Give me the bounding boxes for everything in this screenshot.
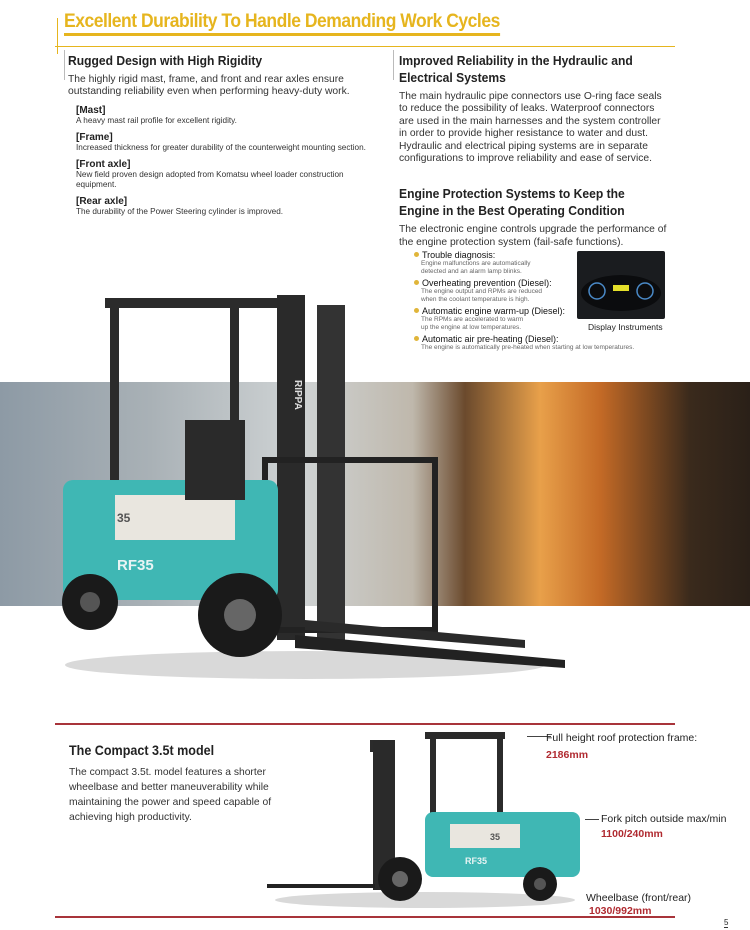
reliability-section — [399, 52, 669, 249]
page-title: Excellent Durability To Handle Demanding Work Cycles — [64, 11, 500, 36]
section-rule — [55, 723, 675, 725]
title-rule — [55, 46, 675, 47]
item-text: Increased thickness for greater durability of the counterweight mounting section. — [76, 142, 366, 152]
brand-text: RIPPA — [292, 380, 303, 410]
divider — [393, 50, 394, 80]
section-heading: Engine Protection Systems to Keep the Engine in the Best Operating Condition — [399, 186, 625, 219]
title-rule-vertical — [57, 18, 58, 54]
spec-label: Fork pitch outside max/min — [601, 813, 727, 825]
model-text: RF35 — [117, 557, 154, 574]
item-text: The durability of the Power Steering cylinder is improved. — [76, 206, 284, 216]
spec-value: 2186mm — [546, 749, 589, 761]
list-item: Automatic engine warm-up (Diesel): — [414, 306, 614, 316]
spec-fork-pitch — [601, 813, 726, 840]
item-label: [Front axle] — [76, 158, 131, 170]
spec-value: 1030/992mm — [589, 905, 652, 917]
item-text: A heavy mast rail profile for excellent rigidity. — [76, 115, 237, 125]
badge-text: 35 — [117, 511, 131, 525]
page-number: 5 — [724, 918, 729, 927]
section-rule — [55, 916, 675, 918]
section-text: The main hydraulic pipe connectors use O-ring face seals to reduce the possibility of leaks. Waterproof connectors are used in the main harnesses and the system controller in order to provide higher resistance to water and dust. Hydraulic and electrical piping systems are in separate configurations to improve reliability and ease of service. — [399, 91, 662, 165]
spec-label: Full height roof protection frame: — [546, 732, 698, 744]
item-label: [Frame] — [76, 131, 113, 143]
spec-label: Wheelbase (front/rear) — [586, 892, 692, 904]
forklift-image — [55, 290, 575, 685]
section-text: The compact 3.5t. model features a shorter wheelbase and better maneuverability while maintaining the power and speed capable of achieving high productivity. — [69, 767, 272, 823]
section-text: The electronic engine controls upgrade the performance of the engine protection system (fail-safe functions). — [399, 224, 667, 248]
compact-forklift-image — [265, 732, 585, 912]
divider — [64, 50, 65, 80]
section-heading: Rugged Design with High Rigidity — [68, 53, 263, 68]
section-intro: The highly rigid mast, frame, and front and rear axles ensure outstanding reliability even when performing heavy-duty work. — [68, 74, 350, 98]
svg-text:RF35: RF35 — [465, 856, 488, 866]
compact-model-section — [69, 742, 284, 825]
section-heading: The Compact 3.5t model — [69, 743, 215, 758]
spec-roof-frame — [546, 732, 697, 761]
item-label: [Mast] — [76, 104, 106, 116]
rugged-design-section — [68, 52, 368, 217]
section-heading: Improved Reliability in the Hydraulic and Electrical Systems — [399, 53, 633, 85]
spec-wheelbase — [586, 892, 691, 917]
spec-value: 1100/240mm — [601, 828, 663, 840]
list-item-text: The engine output and RPMs are reduced when the coolant temperature is high. — [421, 288, 543, 303]
list-item-text: The RPMs are accelerated to warm up the engine at low temperatures. — [421, 316, 524, 331]
list-item-text: The engine is automatically pre-heated when starting at low temperatures. — [421, 344, 635, 351]
list-item: Overheating prevention (Diesel): — [414, 278, 614, 288]
leader-line — [585, 819, 599, 820]
instrument-caption: Display Instruments — [588, 322, 663, 332]
instrument-photo — [577, 251, 665, 319]
list-item: Automatic air pre-heating (Diesel): — [414, 334, 614, 344]
item-text: New field proven design adopted from Komatsu wheel loader construction equipment. — [76, 169, 344, 189]
list-item-text: Engine malfunctions are automatically detected and an alarm lamp blinks. — [421, 260, 531, 275]
svg-text:35: 35 — [490, 832, 501, 842]
item-label: [Rear axle] — [76, 195, 128, 207]
list-item: Trouble diagnosis: — [414, 250, 614, 260]
